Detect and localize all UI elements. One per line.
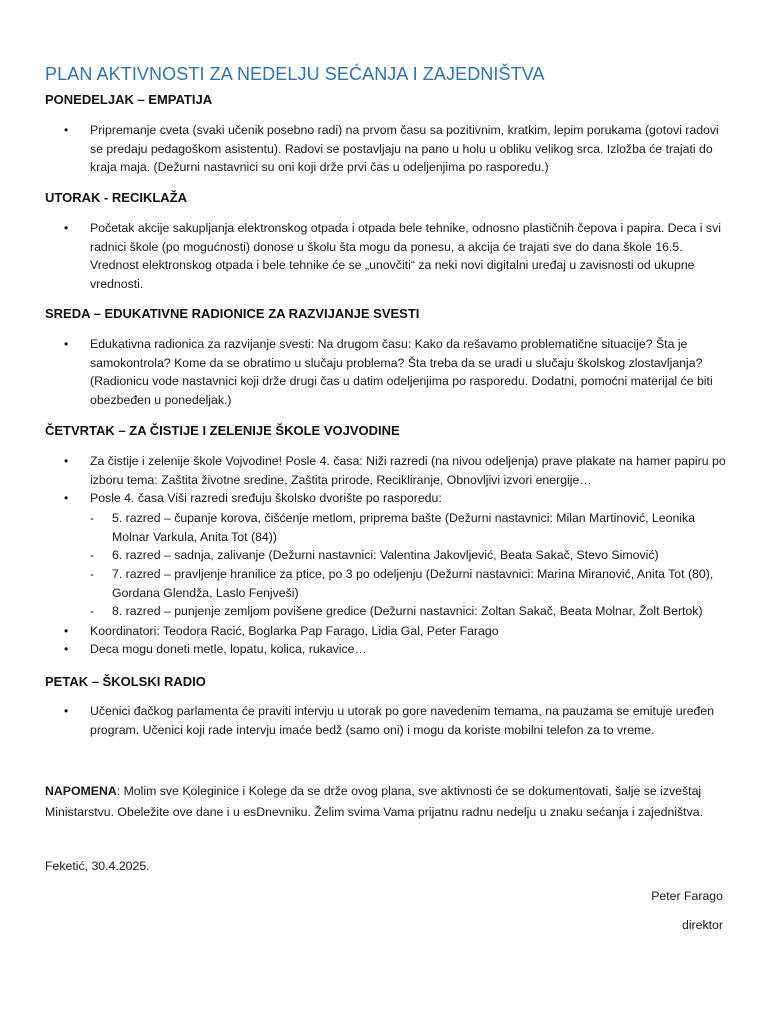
thursday-item-coordinators: Koordinatori: Teodora Racić, Boglarka Pap Farago, Lidia Gal, Peter Farago [90, 624, 499, 638]
wednesday-item: Edukativna radionica za razvijanje svesti: Na drugom času: Kako da rešavamo problematične situacije? Šta je samokontrola? Kome da se obratimo u slučaju problema? Šta treba da se uradi u slučaju školskog zlostavljanja? (Radionicu vode nastavnici koji drže drugi čas u datim odeljenjima po rasporedu. Dodatni, pomoćni materijal će biti obezbeđen u ponedeljak.) [90, 337, 713, 407]
bullet-icon: • [64, 642, 69, 656]
bullet-icon: • [64, 454, 69, 468]
bullet-icon: • [64, 221, 69, 235]
dash-icon: - [90, 511, 94, 525]
thursday-sub-grade5: 5. razred – čupanje korova, čišćenje metlom, priprema bašte (Dežurni nastavnici: Milan Martinović, Leonika Molnar Varkula, Anita Tot (84)) [112, 511, 695, 544]
friday-heading: PETAK – ŠKOLSKI RADIO [45, 674, 206, 689]
thursday-sub-grade8: 8. razred – punjenje zemljom povišene gredice (Dežurni nastavnici: Zoltan Sakač, Beata Molnar, Žolt Bertok) [112, 604, 703, 618]
note-paragraph [45, 781, 735, 823]
monday-item: Pripremanje cveta (svaki učenik posebno radi) na prvom času sa pozitivnim, kratkim, lepim porukama (gotovi radovi se predaju pedagoškom asistentu). Radovi se postavljaju na pano u holu u obliku velikog srca. Izložba će trajati do kraja maja. (Dežurni nastavnici su oni koji drže prvi čas u odeljenjima po rasporedu.) [90, 123, 719, 174]
bullet-icon: • [64, 624, 69, 638]
bullet-icon: • [64, 123, 69, 137]
dash-icon: - [90, 548, 94, 562]
bullet-icon: • [64, 337, 69, 351]
dash-icon: - [90, 567, 94, 581]
note-label: NAPOMENA [45, 784, 117, 798]
signer-name: Peter Farago [651, 889, 723, 903]
thursday-sub-grade6: 6. razred – sadnja, zalivanje (Dežurni nastavnici: Valentina Jakovljević, Beata Sakač, Stevo Simović) [112, 548, 659, 562]
tuesday-item: Početak akcije sakupljanja elektronskog otpada i otpada bele tehnike, odnosno plastičnih čepova i papira. Deca i svi radnici škole (po mogućnosti) donose u školu šta mogu da ponesu, a akcija će trajati sve do dana škole 16.5. Vrednost elektronskog otpada i bele tehnike će se „unovčiti“ za neki novi digitalni uređaj u zavisnosti od ukupne vrednosti. [90, 221, 721, 291]
thursday-sub-grade7: 7. razred – pravljenje hranilice za ptice, po 3 po odeljenju (Dežurni nastavnici: Marina Miranović, Anita Tot (80), Gordana Glendža, Laslo Fenjveši) [112, 567, 714, 600]
bullet-icon: • [64, 491, 69, 505]
dash-icon: - [90, 604, 94, 618]
thursday-item-yard: Posle 4. časa Viši razredi sređuju školsko dvorište po rasporedu: [90, 491, 442, 505]
bullet-icon: • [64, 704, 69, 718]
document-title: PLAN AKTIVNOSTI ZA NEDELJU SEĆANJA I ZAJEDNIŠTVA [45, 64, 545, 84]
friday-item: Učenici đačkog parlamenta će praviti intervju u utorak po gore navedenim temama, na pauzama se emituje uređen program. Učenici koji rade intervju imaće bedž (samo oni) i mogu da koriste mobilni telefon za to vreme. [90, 704, 715, 737]
monday-heading: PONEDELJAK – EMPATIJA [45, 92, 213, 107]
signer-title: direktor [681, 918, 723, 932]
thursday-item-supplies: Deca mogu doneti metle, lopatu, kolica, rukavice… [90, 642, 367, 656]
thursday-item-posters: Za čistije i zelenije škole Vojvodine! Posle 4. časa: Niži razredi (na nivou odeljenja) prave plakate na hamer papiru po izboru tema: Zaštita životne sredine, Zaštita prirode, Recikliranje, Obnovljivi izvori energije… [90, 454, 726, 487]
thursday-heading: ČETVRTAK – ZA ČISTIJE I ZELENIJE ŠKOLE VOJVODINE [45, 423, 400, 438]
wednesday-heading: SREDA – EDUKATIVNE RADIONICE ZA RAZVIJANJE SVESTI [45, 306, 420, 321]
note-text: : Molim sve Koleginice i Kolege da se drže ovog plana, sve aktivnosti će se dokumentovati, šalje se izveštaj Ministarstvu. Obeležite ove dane i u esDnevniku. Želim svima Vama prijatnu radnu nedelju u znaku sećanja i zajedništva. [45, 784, 703, 819]
place-date: Feketić, 30.4.2025. [45, 859, 150, 873]
tuesday-heading: UTORAK - RECIKLAŽA [45, 190, 188, 205]
